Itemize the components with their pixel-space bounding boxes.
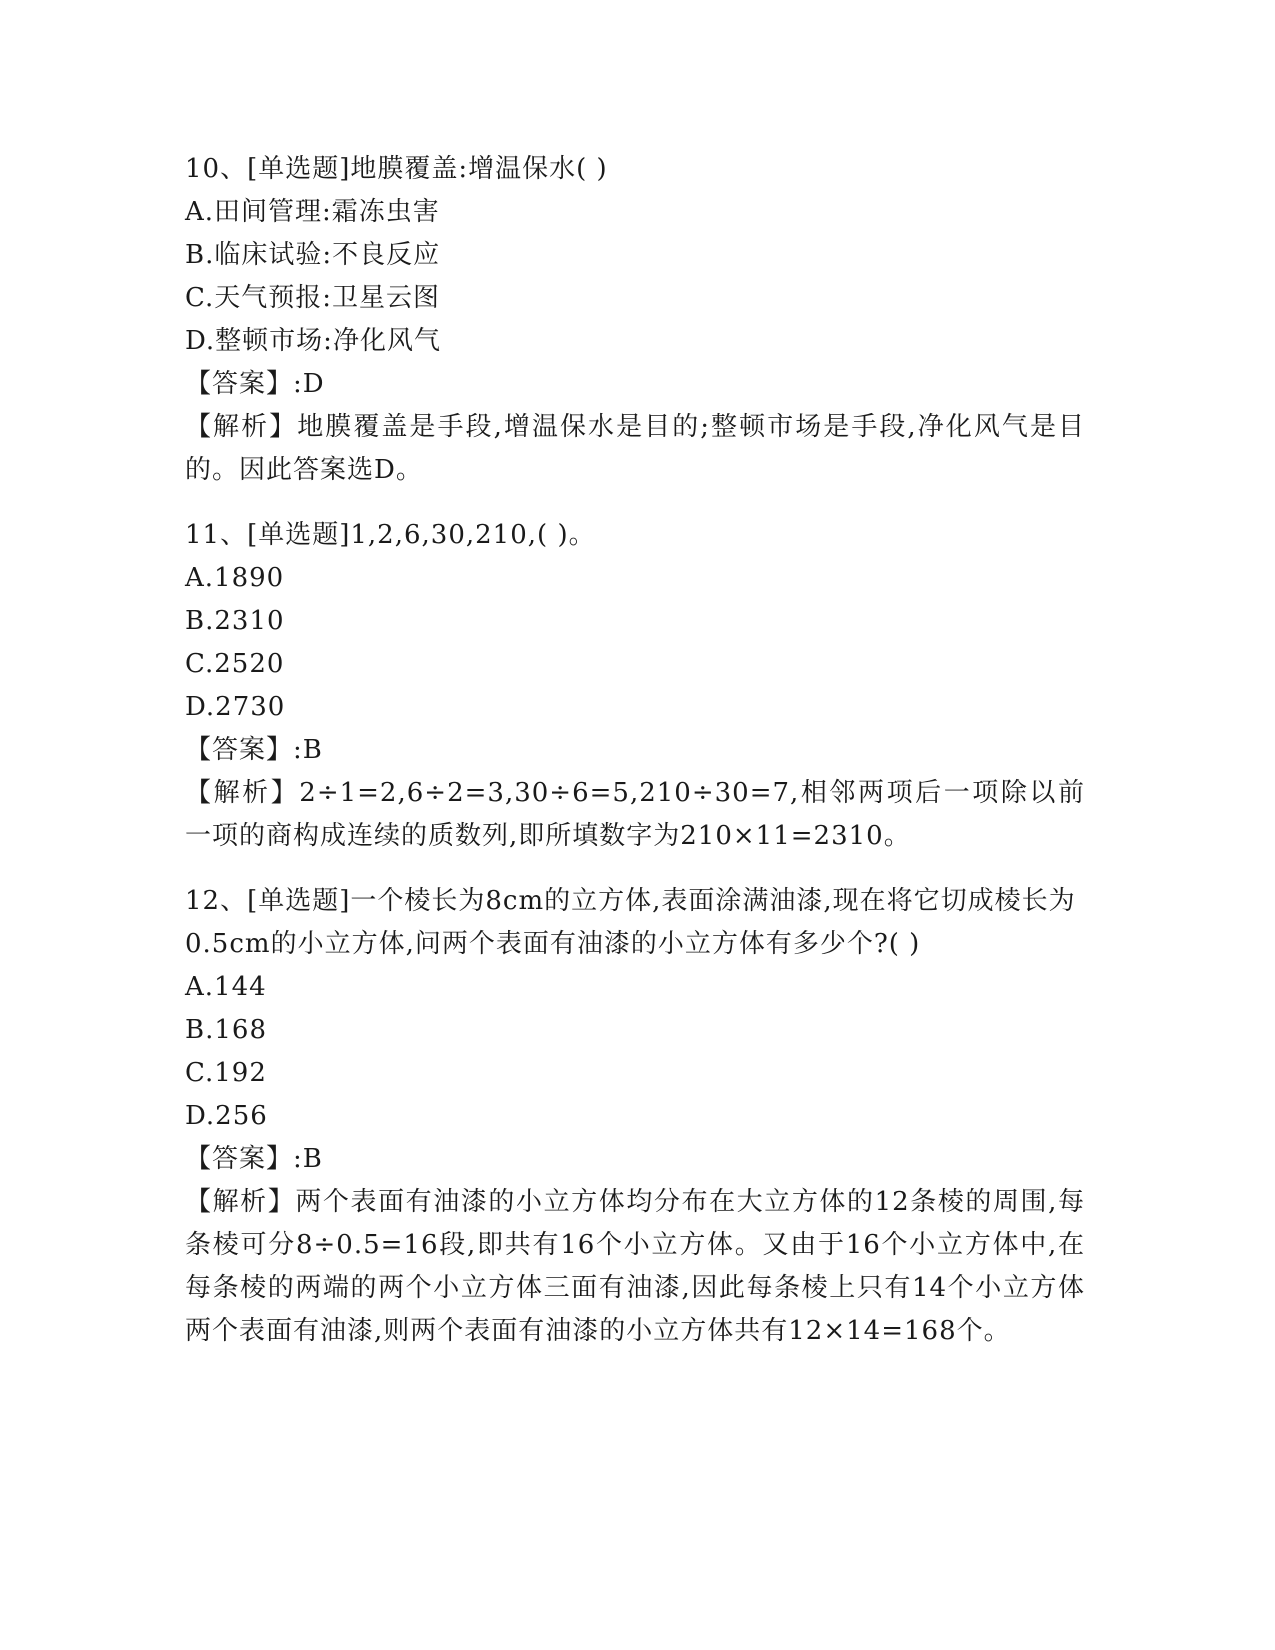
answer-label: 【答案】: <box>185 369 303 399</box>
option-c: C.天气预报:卫星云图 <box>185 283 440 313</box>
question-title: 10、[单选题]地膜覆盖:增温保水( ) <box>185 154 608 184</box>
answer-line <box>185 363 1085 406</box>
analysis-block <box>185 1181 1085 1353</box>
option-d: D.256 <box>185 1101 268 1131</box>
question-12 <box>185 880 1085 1353</box>
question-title: 12、[单选题]一个棱长为8cm的立方体,表面涂满油漆,现在将它切成棱长为0.5cm的小立方体,问两个表面有油漆的小立方体有多少个?( ) <box>185 886 1076 959</box>
analysis-block <box>185 772 1085 858</box>
analysis-block <box>185 406 1085 492</box>
option-a: A.1890 <box>185 563 285 593</box>
analysis-text: 两个表面有油漆的小立方体均分布在大立方体的12条棱的周围,每条棱可分8÷0.5=16段,即共有16个小立方体。又由于16个小立方体中,在每条棱的两端的两个小立方体三面有油漆,因此每条棱上只有14个小立方体两个表面有油漆,则两个表面有油漆的小立方体共有12×14=168个。 <box>185 1187 1085 1346</box>
analysis-text: 地膜覆盖是手段,增温保水是目的;整顿市场是手段,净化风气是目的。因此答案选D。 <box>185 412 1085 485</box>
question-10 <box>185 148 1085 492</box>
option-c: C.192 <box>185 1058 267 1088</box>
option-d: D.2730 <box>185 692 286 722</box>
option-b: B.2310 <box>185 606 285 636</box>
analysis-label: 【解析】 <box>185 412 298 442</box>
analysis-label: 【解析】 <box>185 1187 296 1217</box>
option-b: B.临床试验:不良反应 <box>185 240 441 270</box>
option-c: C.2520 <box>185 649 285 679</box>
option-a: A.144 <box>185 972 267 1002</box>
answer-value: D <box>302 369 325 399</box>
document-page <box>185 148 1085 1375</box>
analysis-text: 2÷1=2,6÷2=3,30÷6=5,210÷30=7,相邻两项后一项除以前一项的商构成连续的质数列,即所填数字为210×11=2310。 <box>185 778 1085 851</box>
question-11 <box>185 514 1085 858</box>
option-d: D.整顿市场:净化风气 <box>185 326 441 356</box>
answer-value: B <box>302 1144 323 1174</box>
answer-line <box>185 1138 1085 1181</box>
option-b: B.168 <box>185 1015 267 1045</box>
answer-value: B <box>302 735 323 765</box>
answer-line <box>185 729 1085 772</box>
answer-label: 【答案】: <box>185 735 303 765</box>
answer-label: 【答案】: <box>185 1144 303 1174</box>
analysis-label: 【解析】 <box>185 778 300 808</box>
option-a: A.田间管理:霜冻虫害 <box>185 197 440 227</box>
question-title: 11、[单选题]1,2,6,30,210,( )。 <box>185 520 596 550</box>
